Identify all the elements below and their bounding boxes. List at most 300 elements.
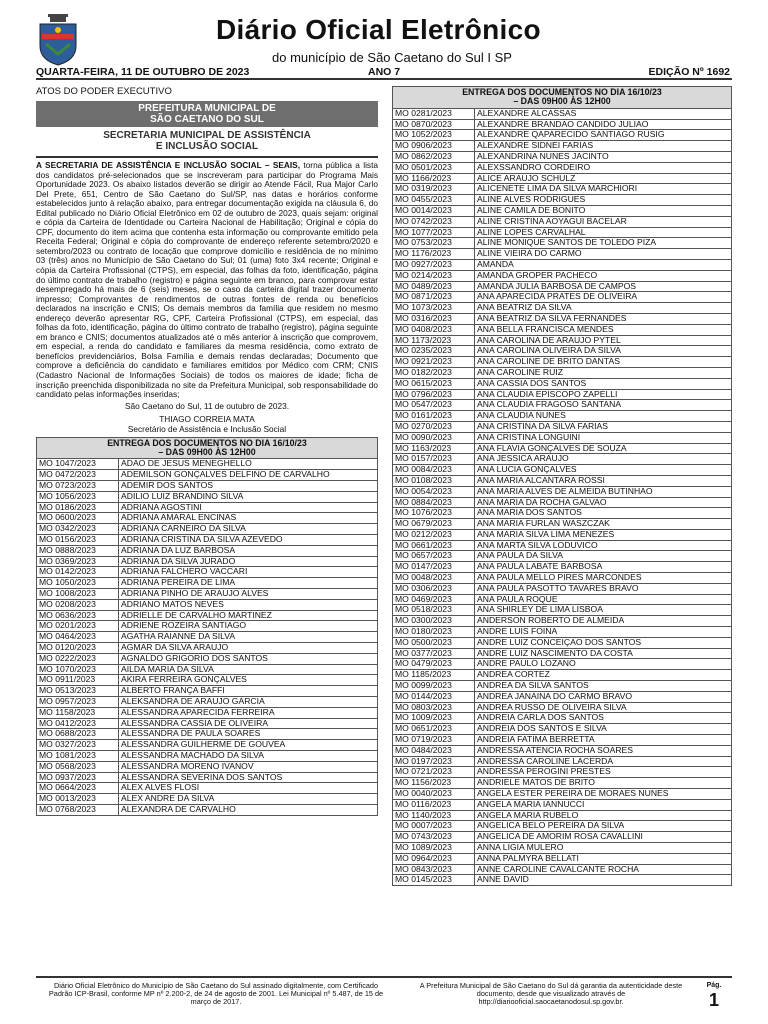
candidate-name: ANA FLAVIA GONÇALVES DE SOUZA — [475, 443, 732, 454]
candidate-name: ANA CAROLINE DE BRITO DANTAS — [475, 357, 732, 368]
candidate-name: ADRIANA AGOSTINI — [119, 502, 378, 513]
table-body — [37, 459, 378, 815]
registration-number: MO 0316/2023 — [393, 313, 475, 324]
page-header — [0, 0, 768, 88]
table-row — [393, 486, 732, 497]
registration-number: MO 0147/2023 — [393, 562, 475, 573]
candidate-name: ALEX ANDRE DA SILVA — [119, 794, 378, 805]
registration-number: MO 0412/2023 — [37, 718, 119, 729]
candidate-name: ANA LUCIA GONÇALVES — [475, 465, 732, 476]
table-row — [393, 400, 732, 411]
candidate-name: ANA MARIA SILVA LIMA MENEZES — [475, 529, 732, 540]
table-row — [393, 216, 732, 227]
candidate-name: AGNALDO GRIGORIO DOS SANTOS — [119, 653, 378, 664]
candidate-name: ANDREIA CARLA DOS SANTOS — [475, 713, 732, 724]
registration-number: MO 1070/2023 — [37, 664, 119, 675]
footer-signature-note: Diário Oficial Eletrônico do Município de São Caetano do Sul assinado digitalmente, com Certificado Padrão ICP-Brasil, conforme MP nº 2.200-2, de 24 de agosto de 2001. Lei Municipal nº 5.487, de 15 de março de 2017. — [48, 981, 384, 1006]
registration-number: MO 1158/2023 — [37, 707, 119, 718]
registration-number: MO 0911/2023 — [37, 675, 119, 686]
table-row — [393, 119, 732, 130]
registration-number: MO 0145/2023 — [393, 875, 475, 886]
notice-text: torna pública a lista dos candidatos pré-selecionados que se inscreveram para participar do Programa Mais Oportunidade 2023. Os abaixo listados deverão se dirigir ao Atende Fácil, Rua Major Carlo Del Prete, 651, Centro de São Caetano do Sul/SP, nas datas e horários conforme estabelecidos junto à relação abaixo, para entregar documentação exigida na cláusula 6, do Edital publicado no Diário Oficial Eletrônico em 02 de outubro de 2023, quais sejam: original e cópia da Carteira de Identidade ou Carteira Nacional de Habilitação; Original e cópia do CPF, documento do item acima que contenha esta informação ou comprovante emitido pela Receita Federal; Original e cópia do comprovante de endereço referente setembro/2020 e setembro/2023 ou contrato de locação que comprove domicílio e residência de no mínimo 03 (três) anos no Município de São Caetano do Sul; 01 (uma) foto 3x4 recente; Original e cópia da Carteira Profissional (CTPS), em especial, das folhas da foto, identificação, página do último contrato de trabalho (registro) e página seguinte em branco, para comprovar estar desempregado há mais de 6 (seis) meses, se o caso da carteira digital trazer documento impresso; Comprovantes de rendimentos de outras fontes de renda ou benefícios declarados na inscrição e CNIS; Os demais membros da família que residem no mesmo endereço deverão apresentar RG, CPF, Carteira Profissional (CTPS), em especial, das folhas da foto, identificação, página do último contrato de trabalho (registro), página seguinte em branco e CNIS; documentos atualizados até o mês anterior à inscrição que comprovem, em especial, a renda do candidato e familiares da mesma residência, como extrato de benefícios previdenciários, Bolsa Família e demais rendas declaradas; Documento que comprove a deficiência do candidato e familiares emitidos por Médico com CRM; CNIS (Cadastro Nacional de Informações Sociais) de todos os maiores de idade; ficha de inscrição preenchida disponibilizada no site da Prefeitura Municipal, sob responsabilidade do candidato pelas informações inseridas; — [36, 160, 378, 400]
table-row — [393, 465, 732, 476]
candidate-name: ANGELICA DE AMORIM ROSA CAVALLINI — [475, 832, 732, 843]
table-row — [393, 497, 732, 508]
registration-number: MO 0369/2023 — [37, 556, 119, 567]
table-row — [393, 670, 732, 681]
registration-number: MO 0116/2023 — [393, 799, 475, 810]
table-row — [393, 205, 732, 216]
registration-number: MO 0513/2023 — [37, 686, 119, 697]
table-row — [393, 821, 732, 832]
candidate-name: ALESSANDRA APARECIDA FERREIRA — [119, 707, 378, 718]
registration-number: MO 1081/2023 — [37, 751, 119, 762]
registration-number: MO 1076/2023 — [393, 508, 475, 519]
candidate-name: ANNA LIGIA MULERO — [475, 843, 732, 854]
table-row — [393, 519, 732, 530]
candidate-name: AGMAR DA SILVA ARAUJO — [119, 643, 378, 654]
page-footer — [36, 976, 732, 1016]
candidate-name: ALINE ALVES RODRIGUES — [475, 195, 732, 206]
registration-number: MO 0180/2023 — [393, 627, 475, 638]
candidate-name: ADRIANA PINHO DE ARAUJO ALVES — [119, 589, 378, 600]
registration-number: MO 0120/2023 — [37, 643, 119, 654]
candidate-name: ALEXANDRE SIDNEI FARIAS — [475, 141, 732, 152]
registration-number: MO 1166/2023 — [393, 173, 475, 184]
candidate-name: ANDERSON ROBERTO DE ALMEIDA — [475, 616, 732, 627]
registration-number: MO 0084/2023 — [393, 465, 475, 476]
registration-number: MO 0108/2023 — [393, 475, 475, 486]
registration-number: MO 0408/2023 — [393, 324, 475, 335]
table-row — [393, 184, 732, 195]
registration-number: MO 0156/2023 — [37, 535, 119, 546]
candidate-name: ALICENETE LIMA DA SILVA MARCHIORI — [475, 184, 732, 195]
table-row — [37, 772, 378, 783]
table-row — [393, 475, 732, 486]
candidate-name: ANA BEATRIZ DA SILVA FERNANDES — [475, 313, 732, 324]
candidate-name: ANA CAROLINA OLIVEIRA DA SILVA — [475, 346, 732, 357]
candidate-name: ANA BELLA FRANCISCA MENDES — [475, 324, 732, 335]
candidate-name: AMANDA JULIA BARBOSA DE CAMPOS — [475, 281, 732, 292]
section-label: ATOS DO PODER EXECUTIVO — [36, 86, 172, 97]
table-row — [393, 605, 732, 616]
candidate-name: ALINE LOPES CARVALHAL — [475, 227, 732, 238]
secretaria-line-2: E INCLUSÃO SOCIAL — [155, 141, 259, 152]
candidate-name: ADRIANA DA SILVA JURADO — [119, 556, 378, 567]
candidate-name: ANA PAULA ROQUE — [475, 594, 732, 605]
registration-number: MO 0161/2023 — [393, 411, 475, 422]
registration-number: MO 0964/2023 — [393, 853, 475, 864]
registration-number: MO 1077/2023 — [393, 227, 475, 238]
registration-number: MO 0013/2023 — [37, 794, 119, 805]
table-header — [393, 87, 732, 109]
registration-number: MO 1073/2023 — [393, 303, 475, 314]
table-row — [393, 832, 732, 843]
table-row — [37, 578, 378, 589]
registration-number: MO 0957/2023 — [37, 697, 119, 708]
table-header-line-2: – DAS 09H00 ÀS 12H00 — [158, 447, 256, 458]
registration-number: MO 0197/2023 — [393, 756, 475, 767]
table-row — [37, 632, 378, 643]
candidate-name: ALINE CRISTINA AOYAGUI BACELAR — [475, 216, 732, 227]
notice-lead: A SECRETARIA DE ASSISTÊNCIA E INCLUSÃO SOCIAL – SEAIS, — [36, 160, 301, 170]
table-row — [393, 346, 732, 357]
candidate-name: ANA MARIA DOS SANTOS — [475, 508, 732, 519]
table-row — [37, 599, 378, 610]
registration-number: MO 1176/2023 — [393, 249, 475, 260]
table-header-line-1: ENTREGA DOS DOCUMENTOS NO DIA 16/10/23 — [462, 87, 662, 97]
table-row — [37, 675, 378, 686]
registration-number: MO 1185/2023 — [393, 670, 475, 681]
candidate-name: ADEMILSON GONÇALVES DELFINO DE CARVALHO — [119, 470, 378, 481]
issue-edition: EDIÇÃO Nº 1692 — [648, 66, 730, 78]
candidate-name: ANDRESSA ATENCIA ROCHA SOARES — [475, 745, 732, 756]
table-row — [393, 810, 732, 821]
registration-number: MO 1056/2023 — [37, 491, 119, 502]
table-row — [393, 799, 732, 810]
issue-date: QUARTA-FEIRA, 11 DE OUTUBRO DE 2023 — [36, 66, 250, 78]
table-row — [37, 545, 378, 556]
newspaper-subtitle: do município de São Caetano do Sul I SP — [272, 50, 512, 65]
registration-number: MO 0547/2023 — [393, 400, 475, 411]
table-row — [393, 443, 732, 454]
candidate-name: ANA APARECIDA PRATES DE OLIVEIRA — [475, 292, 732, 303]
candidate-name: ALEXSSANDRO CORDEIRO — [475, 162, 732, 173]
table-row — [393, 281, 732, 292]
registration-number: MO 0927/2023 — [393, 259, 475, 270]
candidate-name: ALEXANDRA DE CARVALHO — [119, 804, 378, 815]
table-row — [37, 783, 378, 794]
registration-number: MO 0270/2023 — [393, 421, 475, 432]
registration-number: MO 0212/2023 — [393, 529, 475, 540]
candidate-name: ADRIANO MATOS NEVES — [119, 599, 378, 610]
registration-number: MO 0843/2023 — [393, 864, 475, 875]
registration-number: MO 0743/2023 — [393, 832, 475, 843]
candidate-name: ALESSANDRA CASSIA DE OLIVEIRA — [119, 718, 378, 729]
issue-year: ANO 7 — [368, 66, 401, 78]
registration-number: MO 0157/2023 — [393, 454, 475, 465]
candidate-name: ANDREA JANAINA DO CARMO BRAVO — [475, 691, 732, 702]
candidate-name: ALESSANDRA GUILHERME DE GOUVEA — [119, 740, 378, 751]
page-num: 1 — [708, 990, 719, 1010]
table-header-line-1: ENTREGA DOS DOCUMENTOS NO DIA 16/10/23 — [107, 437, 307, 448]
registration-number: MO 0014/2023 — [393, 205, 475, 216]
candidate-name: ANA CLAUDIA NUNES — [475, 411, 732, 422]
registration-number: MO 0040/2023 — [393, 789, 475, 800]
registration-number: MO 0469/2023 — [393, 594, 475, 605]
page-number — [696, 982, 732, 1010]
place-date: São Caetano do Sul, 11 de outubro de 2023. — [124, 400, 290, 411]
dateline — [36, 64, 732, 80]
candidate-name: ANA MARIA ALVES DE ALMEIDA BUTINHAO — [475, 486, 732, 497]
candidate-name: ALESSANDRA DE PAULA SOARES — [119, 729, 378, 740]
candidate-name: ALBERTO FRANÇA BAFFI — [119, 686, 378, 697]
table-row — [393, 357, 732, 368]
registration-number: MO 0796/2023 — [393, 389, 475, 400]
candidate-name: ANDRESSA CAROLINE LACERDA — [475, 756, 732, 767]
table-row — [393, 173, 732, 184]
table-row — [393, 573, 732, 584]
table-row — [393, 389, 732, 400]
registration-number: MO 0568/2023 — [37, 761, 119, 772]
registration-number: MO 0615/2023 — [393, 378, 475, 389]
registration-number: MO 0768/2023 — [37, 804, 119, 815]
registration-number: MO 0222/2023 — [37, 653, 119, 664]
table-row — [37, 804, 378, 815]
registration-number: MO 0144/2023 — [393, 691, 475, 702]
signer-name: THIAGO CORREIA MATA — [159, 413, 255, 424]
candidate-name: ANGELICA BELO PEREIRA DA SILVA — [475, 821, 732, 832]
candidate-name: ALESSANDRA SEVERINA DOS SANTOS — [119, 772, 378, 783]
table-row — [37, 643, 378, 654]
table-row — [37, 502, 378, 513]
table-row — [37, 664, 378, 675]
registration-number: MO 0208/2023 — [37, 599, 119, 610]
table-row — [37, 729, 378, 740]
table-row — [37, 740, 378, 751]
candidate-name: ANA CRISTINA DA SILVA FARIAS — [475, 421, 732, 432]
candidate-name: ANDREA CORTEZ — [475, 670, 732, 681]
registration-number: MO 0500/2023 — [393, 637, 475, 648]
table-row — [37, 794, 378, 805]
candidate-name: ADRIANA DA LUZ BARBOSA — [119, 545, 378, 556]
table-row — [393, 303, 732, 314]
table-row — [393, 292, 732, 303]
registration-number: MO 1050/2023 — [37, 578, 119, 589]
table-row — [37, 535, 378, 546]
candidate-name: ALICE ARAUJO SCHULZ — [475, 173, 732, 184]
candidate-name: ALEXANDRE BRANDAO CANDIDO JULIAO — [475, 119, 732, 130]
table-row — [393, 454, 732, 465]
registration-number: MO 1047/2023 — [37, 459, 119, 470]
registration-number: MO 0377/2023 — [393, 648, 475, 659]
table-row — [393, 551, 732, 562]
registration-number: MO 1140/2023 — [393, 810, 475, 821]
table-row — [37, 470, 378, 481]
candidate-name: AGATHA RAIANNE DA SILVA — [119, 632, 378, 643]
registration-number: MO 0600/2023 — [37, 513, 119, 524]
candidate-name: AKIRA FERREIRA GONÇALVES — [119, 675, 378, 686]
table-row — [393, 130, 732, 141]
table-row — [393, 152, 732, 163]
secretaria-heading — [36, 127, 378, 158]
candidate-name: ANA CRISTINA LONGUINI — [475, 432, 732, 443]
table-row — [393, 691, 732, 702]
registration-number: MO 0888/2023 — [37, 545, 119, 556]
table-row — [393, 778, 732, 789]
table-row — [37, 751, 378, 762]
registration-number: MO 0871/2023 — [393, 292, 475, 303]
candidate-name: ADRIANA CARNEIRO DA SILVA — [119, 524, 378, 535]
table-header-line-2: – DAS 09H00 ÀS 12H00 — [513, 96, 611, 107]
registration-number: MO 0484/2023 — [393, 745, 475, 756]
registration-number: MO 0937/2023 — [37, 772, 119, 783]
candidate-name: ALEKSANDRA DE ARAUJO GARCIA — [119, 697, 378, 708]
candidate-name: ADILIO LUIZ BRANDINO SILVA — [119, 491, 378, 502]
candidate-name: ANNE CAROLINE CAVALCANTE ROCHA — [475, 864, 732, 875]
candidate-name: ANDRE LUIZ NASCIMENTO DA COSTA — [475, 648, 732, 659]
table-row — [393, 637, 732, 648]
candidate-name: ANDREA DA SILVA SANTOS — [475, 681, 732, 692]
candidate-name: ANA SHIRLEY DE LIMA LISBOA — [475, 605, 732, 616]
table-row — [37, 513, 378, 524]
candidate-name: ANA MARIA FURLAN WASZCZAK — [475, 519, 732, 530]
right-column — [392, 86, 732, 966]
candidate-name: ANGELA MARIA RUBELO — [475, 810, 732, 821]
table-row — [37, 697, 378, 708]
candidate-name: ADEMIR DOS SANTOS — [119, 481, 378, 492]
table-row — [393, 627, 732, 638]
candidate-name: ANNE DAVID — [475, 875, 732, 886]
registration-number: MO 0327/2023 — [37, 740, 119, 751]
registration-number: MO 0007/2023 — [393, 821, 475, 832]
candidate-name: ANDRE LUIZ CONCEIÇAO DOS SANTOS — [475, 637, 732, 648]
municipal-crest-icon — [36, 14, 80, 66]
registration-number: MO 0921/2023 — [393, 357, 475, 368]
table-row — [37, 653, 378, 664]
signer-role: Secretário de Assistência e Inclusão Social — [127, 423, 287, 434]
candidate-name: ANGELA MARIA IANNUCCI — [475, 799, 732, 810]
table-row — [37, 589, 378, 600]
registration-number: MO 0142/2023 — [37, 567, 119, 578]
table-row — [37, 459, 378, 470]
registration-number: MO 0870/2023 — [393, 119, 475, 130]
registration-number: MO 0906/2023 — [393, 141, 475, 152]
registration-number: MO 1156/2023 — [393, 778, 475, 789]
registration-number: MO 0479/2023 — [393, 659, 475, 670]
candidate-name: ALINE CAMILA DE BONITO — [475, 205, 732, 216]
table-row — [393, 745, 732, 756]
registration-number: MO 1009/2023 — [393, 713, 475, 724]
registration-number: MO 0742/2023 — [393, 216, 475, 227]
table-row — [393, 616, 732, 627]
candidate-name: ALINE MONIQUE SANTOS DE TOLEDO PIZA — [475, 238, 732, 249]
registration-number: MO 0472/2023 — [37, 470, 119, 481]
table-row — [37, 707, 378, 718]
table-row — [37, 761, 378, 772]
registration-number: MO 0679/2023 — [393, 519, 475, 530]
table-row — [393, 789, 732, 800]
table-row — [393, 411, 732, 422]
candidates-table-right — [392, 86, 732, 886]
table-row — [393, 238, 732, 249]
candidate-name: ALEXANDRE ALCASSAS — [475, 108, 732, 119]
table-row — [393, 421, 732, 432]
candidate-name: ANGELA ESTER PEREIRA DE MORAES NUNES — [475, 789, 732, 800]
table-row — [393, 195, 732, 206]
table-row — [37, 524, 378, 535]
registration-number: MO 1163/2023 — [393, 443, 475, 454]
table-row — [393, 259, 732, 270]
candidate-name: ANDREIA FATIMA BERRETTA — [475, 735, 732, 746]
registration-number: MO 0099/2023 — [393, 681, 475, 692]
registration-number: MO 0214/2023 — [393, 270, 475, 281]
candidate-name: ADRIELLE DE CARVALHO MARTINEZ — [119, 610, 378, 621]
table-row — [393, 162, 732, 173]
registration-number: MO 0661/2023 — [393, 540, 475, 551]
table-row — [393, 724, 732, 735]
table-header — [37, 437, 378, 459]
registration-number: MO 0048/2023 — [393, 573, 475, 584]
table-row — [393, 875, 732, 886]
candidate-name: ANA BEATRIZ DA SILVA — [475, 303, 732, 314]
prefeitura-banner — [36, 101, 378, 127]
registration-number: MO 0182/2023 — [393, 367, 475, 378]
table-row — [37, 491, 378, 502]
registration-number: MO 0090/2023 — [393, 432, 475, 443]
table-row — [393, 227, 732, 238]
registration-number: MO 0464/2023 — [37, 632, 119, 643]
table-row — [393, 378, 732, 389]
candidate-name: AMANDA GROPER PACHECO — [475, 270, 732, 281]
candidate-name: ANA JESSICA ARAUJO — [475, 454, 732, 465]
table-row — [393, 540, 732, 551]
registration-number: MO 1089/2023 — [393, 843, 475, 854]
registration-number: MO 0489/2023 — [393, 281, 475, 292]
table-row — [393, 583, 732, 594]
registration-number: MO 0803/2023 — [393, 702, 475, 713]
table-row — [393, 270, 732, 281]
candidate-name: ADRIENE ROZEIRA SANTIAGO — [119, 621, 378, 632]
candidate-name: ANNA PALMYRA BELLATI — [475, 853, 732, 864]
table-row — [393, 843, 732, 854]
registration-number: MO 0688/2023 — [37, 729, 119, 740]
candidates-table-left — [36, 437, 378, 816]
table-row — [393, 864, 732, 875]
candidate-name: ANA MARIA ALCANTARA ROSSI — [475, 475, 732, 486]
table-row — [393, 735, 732, 746]
candidate-name: ANA CAROLINE RUIZ — [475, 367, 732, 378]
table-row — [37, 686, 378, 697]
table-row — [393, 249, 732, 260]
registration-number: MO 1008/2023 — [37, 589, 119, 600]
candidate-name: ALESSANDRA MORENO IVANOV — [119, 761, 378, 772]
table-row — [393, 562, 732, 573]
registration-number: MO 0723/2023 — [37, 481, 119, 492]
candidate-name: ANA CLAUDIA EPISCOPO ZAPELLI — [475, 389, 732, 400]
table-row — [37, 610, 378, 621]
banner-line-1: PREFEITURA MUNICIPAL DE — [138, 103, 276, 114]
table-row — [393, 335, 732, 346]
table-row — [393, 313, 732, 324]
candidate-name: ANA CAROLINA DE ARAUJO PYTEL — [475, 335, 732, 346]
table-row — [393, 756, 732, 767]
candidate-name: ADRIANA CRISTINA DA SILVA AZEVEDO — [119, 535, 378, 546]
table-row — [393, 702, 732, 713]
registration-number: MO 0753/2023 — [393, 238, 475, 249]
table-row — [37, 556, 378, 567]
candidate-name: ALEXANDRE QAPARECIDO SANTIAGO RUSIG — [475, 130, 732, 141]
table-row — [393, 659, 732, 670]
candidate-name: ANDREA RUSSO DE OLIVEIRA SILVA — [475, 702, 732, 713]
candidate-name: ANDRE LUIS FOINA — [475, 627, 732, 638]
table-row — [393, 508, 732, 519]
table-row — [37, 621, 378, 632]
candidate-name: ADRIANA PEREIRA DE LIMA — [119, 578, 378, 589]
candidate-name: ANA MARIA DA ROCHA GALVAO — [475, 497, 732, 508]
banner-line-2: SÃO CAETANO DO SUL — [150, 114, 264, 125]
registration-number: MO 0721/2023 — [393, 767, 475, 778]
left-column — [36, 86, 378, 966]
registration-number: MO 0455/2023 — [393, 195, 475, 206]
registration-number: MO 0319/2023 — [393, 184, 475, 195]
secretaria-line-1: SECRETARIA MUNICIPAL DE ASSISTÊNCIA — [103, 130, 311, 141]
table-row — [393, 681, 732, 692]
registration-number: MO 0054/2023 — [393, 486, 475, 497]
table-row — [393, 367, 732, 378]
candidate-name: ANA PAULA MELLO PIRES MARCONDES — [475, 573, 732, 584]
table-row — [37, 481, 378, 492]
